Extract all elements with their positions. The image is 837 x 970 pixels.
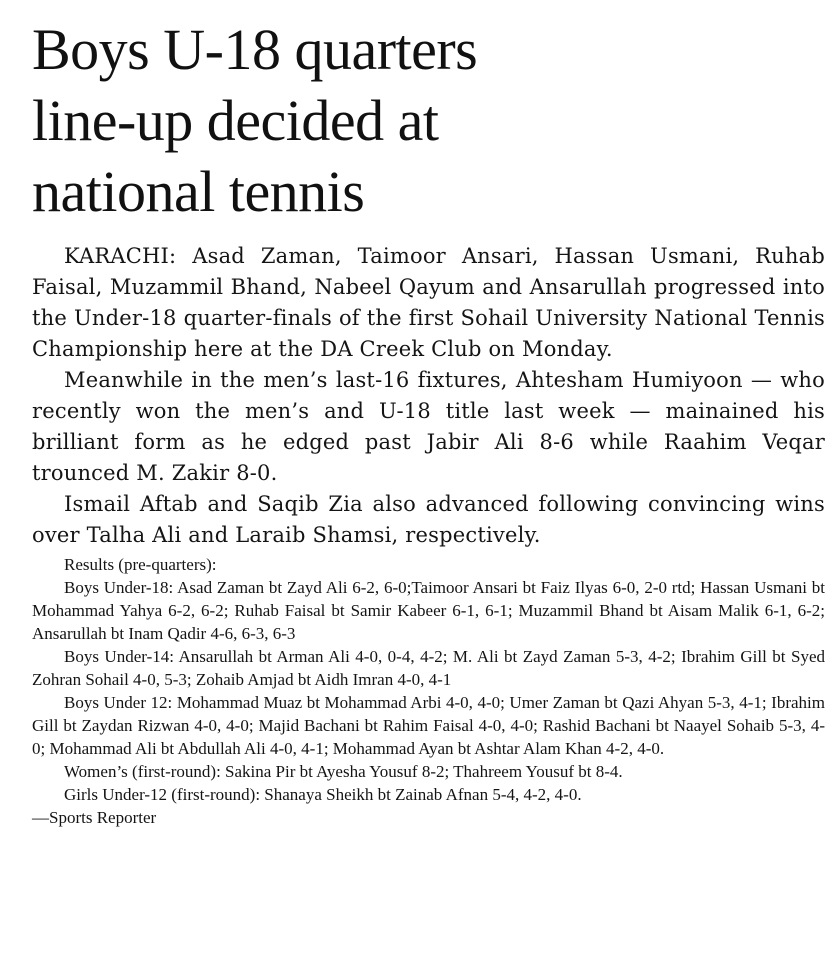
results-women: Women’s (first-round): Sakina Pir bt Ayesha Yousuf 8-2; Thahreem Yousuf bt 8-4. [64, 762, 623, 781]
results-girls-under-12: Girls Under-12 (first-round): Shanaya Sheikh bt Zainab Afnan 5-4, 4-2, 4-0. [64, 785, 582, 804]
results-boys-under-12: Boys Under 12: Mohammad Muaz bt Mohammad Arbi 4-0, 4-0; Umer Zaman bt Qazi Ahyan 5-3, 4-1; Ibrahim Gill bt Zaydan Rizwan 4-0, 4-0; Majid Bachani bt Rahim Faisal 4-0, 4-0; Rashid Bachani bt Naayel Sohaib 5-3, 4-0; Mohammad Ali bt Abdullah Ali 4-0, 4-1; Mohammad Ayan bt Ashtar Alam Khan 4-2, 4-0. [32, 693, 825, 758]
headline-line-3: national tennis [32, 159, 365, 224]
headline [32, 14, 825, 227]
results-section [32, 553, 825, 829]
results-boys-under-18: Boys Under-18: Asad Zaman bt Zayd Ali 6-2, 6-0;Taimoor Ansari bt Faiz Ilyas 6-0, 2-0 rtd; Hassan Usmani bt Mohammad Yahya 6-2, 6-2; Ruhab Faisal bt Samir Kabeer 6-1, 6-1; Muzammil Bhand bt Aisam Malik 6-1, 6-2; Ansarullah bt Inam Qadir 4-6, 6-3, 6-3 [32, 578, 825, 643]
lead-paragraph-3: Ismail Aftab and Saqib Zia also advanced following convincing wins over Talha Ali and Laraib Shamsi, respectively. [32, 492, 825, 547]
headline-line-1: Boys U-18 quarters [32, 17, 478, 82]
lead-paragraph-2: Meanwhile in the men’s last-16 fixtures, Ahtesham Humiyoon — who recently won the men’s and U-18 title last week — mainained his brilliant form as he edged past Jabir Ali 8-6 while Raahim Veqar trounced M. Zakir 8-0. [32, 368, 825, 485]
byline: —Sports Reporter [32, 808, 157, 827]
headline-line-2: line-up decided at [32, 88, 439, 153]
lead-paragraph-1: KARACHI: Asad Zaman, Taimoor Ansari, Hassan Usmani, Ruhab Faisal, Muzammil Bhand, Nabeel Qayum and Ansarullah progressed into the Under-18 quarter-finals of the first Sohail University National Tennis Championship here at the DA Creek Club on Monday. [32, 244, 825, 361]
results-boys-under-14: Boys Under-14: Ansarullah bt Arman Ali 4-0, 0-4, 4-2; M. Ali bt Zayd Zaman 5-3, 4-2; Ibrahim Gill bt Syed Zohran Sohail 4-0, 5-3; Zohaib Amjad bt Aidh Imran 4-0, 4-1 [32, 647, 825, 689]
results-heading: Results (pre-quarters): [64, 555, 217, 574]
article-body [32, 241, 825, 551]
